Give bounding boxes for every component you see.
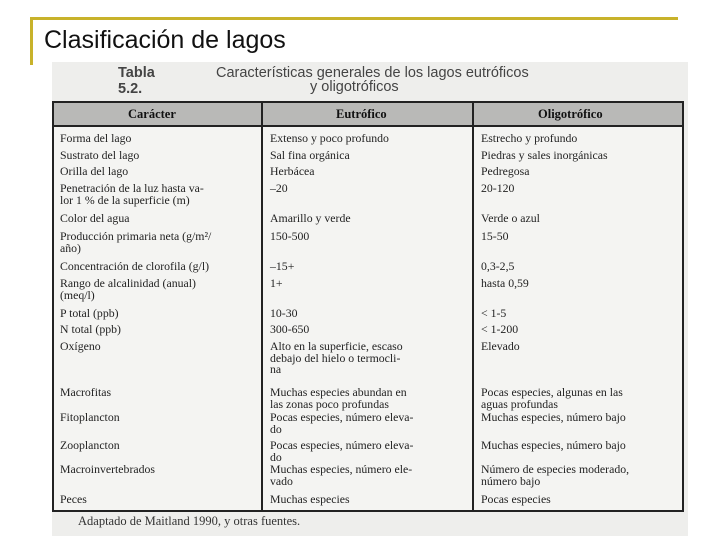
table-cell-eutrofico: [270, 261, 294, 273]
cell-line: Pocas especies: [481, 492, 551, 506]
cell-line: Color del agua: [60, 211, 130, 225]
cell-line: Pedregosa: [481, 164, 530, 178]
table-cell-oligotrofico: [481, 213, 540, 225]
lake-characteristics-table: [52, 101, 684, 512]
cell-line: do: [270, 449, 282, 464]
table-cell-caracter: [60, 440, 120, 452]
table-cell-oligotrofico: [481, 278, 529, 290]
cell-line: 10-30: [270, 306, 298, 320]
table-cell-oligotrofico: [481, 412, 626, 424]
cell-line: Muchas especies, número bajo: [481, 438, 626, 452]
table-cell-oligotrofico: [481, 308, 506, 320]
cell-line: Orilla del lago: [60, 164, 129, 178]
table-cell-eutrofico: [270, 440, 413, 463]
cell-line: Pocas especies, número eleva-: [270, 438, 414, 452]
cell-line: número bajo: [481, 473, 541, 488]
cell-line: Muchas especies abundan en: [270, 385, 407, 399]
cell-line: 150-500: [270, 229, 310, 243]
cell-line: Herbácea: [270, 164, 315, 178]
table-cell-caracter: [60, 166, 128, 178]
table-caption-line-1: Características generales de los lagos eutróficos: [216, 65, 529, 81]
cell-line: 20-120: [481, 181, 515, 195]
cell-line: Sustrato del lago: [60, 148, 140, 162]
cell-line: Peces: [60, 492, 87, 506]
table-cell-caracter: [60, 412, 120, 424]
cell-line: Número de especies moderado,: [481, 462, 630, 476]
table-cell-caracter: [60, 387, 111, 399]
table-cell-caracter: [60, 494, 87, 506]
cell-line: < 1-5: [481, 306, 507, 320]
table-cell-oligotrofico: [481, 324, 518, 336]
table-cell-oligotrofico: [481, 150, 608, 162]
table-cell-eutrofico: [270, 308, 298, 320]
cell-line: Macrofitas: [60, 385, 112, 399]
cell-line: 1+: [270, 276, 283, 290]
table-cell-oligotrofico: [481, 133, 577, 145]
table-cell-caracter: [60, 278, 196, 301]
cell-line: Concentración de clorofila (g/l): [60, 259, 210, 273]
title-accent-line: [30, 17, 678, 20]
cell-line: Sal fina orgánica: [270, 148, 350, 162]
table-cell-eutrofico: [270, 166, 315, 178]
cell-line: Estrecho y profundo: [481, 131, 578, 145]
table-footnote: Adaptado de Maitland 1990, y otras fuentes.: [78, 514, 301, 528]
table-cell-oligotrofico: [481, 231, 509, 243]
column-divider: [472, 103, 474, 510]
table-cell-caracter: [60, 133, 131, 145]
table-cell-caracter: [60, 261, 209, 273]
cell-line: Amarillo y verde: [270, 211, 351, 225]
table-cell-caracter: [60, 231, 211, 254]
cell-line: Pocas especies, número eleva-: [270, 410, 414, 424]
table-cell-oligotrofico: [481, 261, 514, 273]
table-cell-oligotrofico: [481, 341, 520, 353]
table-cell-oligotrofico: [481, 494, 551, 506]
table-cell-eutrofico: [270, 278, 283, 290]
table-cell-caracter: [60, 324, 121, 336]
cell-line: Macroinvertebrados: [60, 462, 155, 476]
cell-line: Penetración de la luz hasta va-: [60, 181, 204, 195]
title-accent-bar: [30, 17, 33, 65]
slide-title: Clasificación de lagos: [44, 26, 286, 54]
cell-line: Oxígeno: [60, 339, 101, 353]
table-cell-eutrofico: [270, 183, 288, 195]
cell-line: Alto en la superficie, escaso: [270, 339, 403, 353]
table-caption-line-2: y oligotróficos: [310, 79, 399, 95]
cell-line: na: [270, 362, 282, 376]
cell-line: < 1-200: [481, 322, 519, 336]
cell-line: Piedras y sales inorgánicas: [481, 148, 608, 162]
table-cell-oligotrofico: [481, 387, 623, 410]
cell-line: Verde o azul: [481, 211, 540, 225]
table-cell-eutrofico: [270, 341, 403, 376]
table-cell-eutrofico: [270, 150, 350, 162]
cell-line: Zooplancton: [60, 438, 120, 452]
table-cell-eutrofico: [270, 412, 413, 435]
header-oligotrofico: Oligotrófico: [538, 107, 603, 121]
table-cell-caracter: [60, 308, 119, 320]
table-cell-oligotrofico: [481, 183, 514, 195]
cell-line: Producción primaria neta (g/m²/: [60, 229, 212, 243]
cell-line: P total (ppb): [60, 306, 119, 320]
table-cell-caracter: [60, 213, 129, 225]
cell-line: N total (ppb): [60, 322, 121, 336]
column-divider: [261, 103, 263, 510]
cell-line: 300-650: [270, 322, 310, 336]
cell-line: Rango de alcalinidad (anual): [60, 276, 196, 290]
cell-line: (meq/l): [60, 287, 95, 302]
table-cell-eutrofico: [270, 231, 309, 243]
table-cell-eutrofico: [270, 213, 351, 225]
table-cell-eutrofico: [270, 324, 309, 336]
cell-line: Muchas especies, número bajo: [481, 410, 626, 424]
cell-line: –15+: [270, 259, 295, 273]
cell-line: las zonas poco profundas: [270, 396, 389, 411]
cell-line: Elevado: [481, 339, 520, 353]
cell-line: 0,3-2,5: [481, 259, 515, 273]
cell-line: –20: [270, 181, 288, 195]
table-cell-eutrofico: [270, 387, 407, 410]
cell-line: Muchas especies, número ele-: [270, 462, 413, 476]
table-cell-oligotrofico: [481, 440, 626, 452]
table-cell-caracter: [60, 341, 101, 353]
cell-line: Fitoplancton: [60, 410, 120, 424]
table-cell-eutrofico: [270, 464, 412, 487]
cell-line: lor 1 % de la superficie (m): [60, 192, 190, 207]
table-caption-label: Tabla 5.2.: [118, 65, 155, 97]
table-cell-caracter: [60, 183, 204, 206]
cell-line: debajo del hielo o termocli-: [270, 350, 401, 365]
cell-line: Muchas especies: [270, 492, 350, 506]
cell-line: hasta 0,59: [481, 276, 529, 290]
table-cell-oligotrofico: [481, 464, 629, 487]
cell-line: vado: [270, 473, 293, 488]
table-cell-oligotrofico: [481, 166, 529, 178]
cell-line: aguas profundas: [481, 396, 558, 411]
table-cell-eutrofico: [270, 133, 389, 145]
table-header-row: [54, 103, 682, 127]
cell-line: Forma del lago: [60, 131, 132, 145]
cell-line: 15-50: [481, 229, 509, 243]
header-caracter: Carácter: [128, 107, 176, 121]
cell-line: Extenso y poco profundo: [270, 131, 389, 145]
table-cell-eutrofico: [270, 494, 350, 506]
cell-line: Pocas especies, algunas en las: [481, 385, 623, 399]
table-cell-caracter: [60, 150, 139, 162]
table-cell-caracter: [60, 464, 155, 476]
header-eutrofico: Eutrófico: [336, 107, 387, 121]
cell-line: año): [60, 240, 81, 255]
cell-line: do: [270, 421, 282, 436]
